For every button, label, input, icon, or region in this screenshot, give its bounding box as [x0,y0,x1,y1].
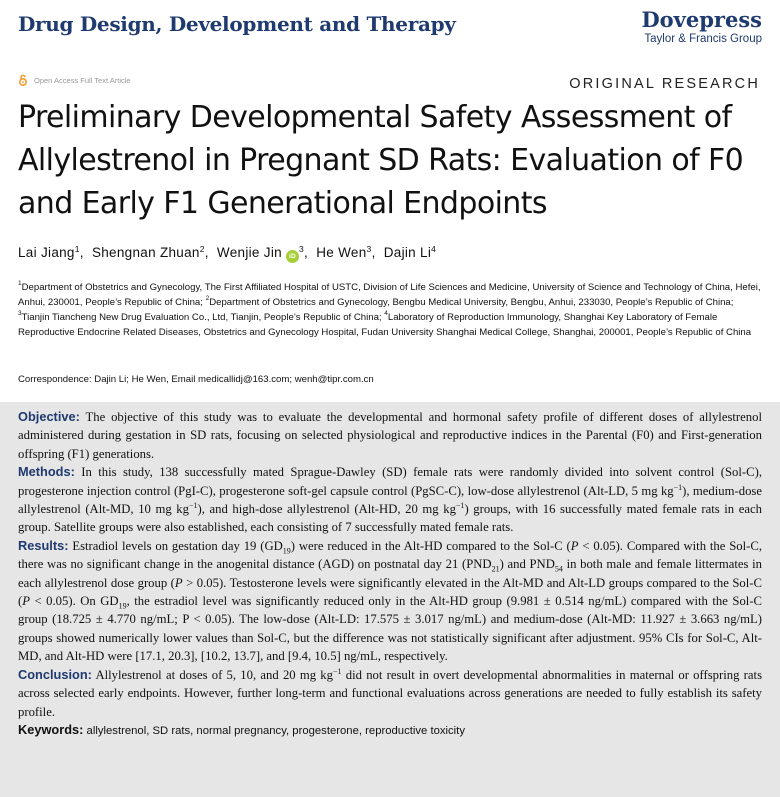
results-sub: 19 [118,601,127,611]
affiliation-number: 1 [18,280,22,287]
article-title: Preliminary Developmental Safety Assessment of Allylestrenol in Pregnant SD Rats: Evaluation of F0 and Early F1 Generational Endpoints [18,100,744,221]
abstract-objective [18,408,762,463]
results-label: Results: [18,537,69,553]
affiliations [18,280,763,340]
author-name[interactable]: Dajin Li [383,245,432,260]
p-value-symbol: P [570,538,579,553]
publisher-subtitle: Taylor & Francis Group [644,33,762,45]
methods-label: Methods: [18,464,75,480]
author-list: Lai Jiang$^1$, Shengnan Zhuan$^2$, Wenjie Jin $iD^3$, He Wen$^3$, Dajin Li$^4$ [18,245,758,263]
objective-label: Objective: [18,409,80,424]
results-text: in both male and female littermates in each allylestrenol dose group ( [18,557,762,590]
results-text: < 0.05). Compared with the Sol-C, there was no significant change in the anogenital distance (AGD) on postnatal day 21 (PND [18,538,763,572]
affiliation-number: 2 [205,295,210,302]
abstract-results [18,537,762,666]
conclusion-sup: −1 [333,666,342,676]
author-aff: 3 [299,244,305,254]
methods-text: In this study, 138 successfully mated Sprague-Dawley (SD) female rats were randomly divided into solvent control (Sol-C), progesterone injection control (PgI-C), progesterone soft-gel capsule control (PgSC-C), low-dose allylestrenol (Alt-LD, 5 mg kg [18,465,762,498]
author-name[interactable]: He Wen [316,245,367,260]
results-text: ) and PND [499,557,555,572]
results-text: ) were reduced in the Alt-HD compared to the Sol-C ( [290,538,571,553]
keywords-text: allylestrenol, SD rats, normal pregnancy, progesterone, reproductive toxicity [83,724,465,737]
methods-sup: −1 [188,500,198,510]
conclusion-text: did not result in overt developmental abnormalities in maternal or offspring rats across selected early endpoints. However, further long-term and functional evaluations across generations are needed to fully establish its safety profile. [18,667,763,719]
methods-text: ) groups, with 16 successfully mated female rats in each group. Satellite groups were also established, each consisting of 7 successfully mated female rats. [18,502,762,535]
journal-title: Drug Design, Development and Therapy [18,12,456,36]
author-aff: 2 [199,244,205,254]
open-access-label [18,74,131,86]
results-sub: 54 [554,564,563,574]
results-sub: 19 [282,546,291,556]
article-type: ORIGINAL RESEARCH [569,76,760,92]
keywords-label: Keywords: [18,721,84,737]
publisher-name: Dovepress [641,7,762,32]
conclusion-label: Conclusion: [18,666,92,682]
affiliation-number: 4 [384,310,388,317]
abstract-conclusion [18,666,762,721]
methods-sup: −1 [455,500,465,510]
author-name[interactable]: Wenjie Jin [216,245,282,260]
methods-text: ), medium-dose allylestrenol (Alt-MD, 10 mg kg [18,483,762,517]
author-aff: 3 [366,244,372,254]
objective-text: The objective of this study was to evaluate the developmental and hormonal safety profile of different doses of allylestrenol administered during gestation in SD rats, focusing on selected physiological and reproductive indices in the Parental (F0) and First-generation offspring (F1) generations. [18,410,762,461]
affiliation-text: Department of Obstetrics and Gynecology, The First Affiliated Hospital of USTC, Division of Life Sciences and Medicine, University of Science and Technology of China, Hefei, Anhui, 230001, People’s Republic of China; [18,282,761,308]
affiliation-text: Department of Obstetrics and Gynecology, Bengbu Medical University, Bengbu, Anhui, 233030, People’s Republic of China; [209,297,734,308]
results-text: Estradiol levels on gestation day 19 (GD [68,538,283,553]
author-name[interactable]: Shengnan Zhuan [91,245,200,260]
results-sub: 21 [491,564,500,574]
affiliation-text: Tianjin Tiancheng New Drug Evaluation Co., Ltd, Tianjin, People’s Republic of China; [21,312,385,323]
correspondence: Correspondence: Dajin Li; He Wen, Email medicallidj@163.com; wenh@tipr.com.cn [18,374,374,385]
results-text: < 0.05). On GD [30,594,119,609]
results-text: , the estradiol level was significantly reduced only in the Alt-HD group (9.981 ± 0.514 ng/mL) compared with the Sol-C group (18.725 ± 4.770 ng/mL; P < 0.05). The low-dose (Alt-LD: 17.575 ± 3.017 ng/mL) and medium-dose (Alt-MD: 11.927 ± 3.663 ng/mL) groups showed numerically lower values than Sol-C, but the difference was not statistically significant after adjustment. 95% CIs for Sol-C, Alt-MD, and Alt-HD were [17.1, 20.3], [10.2, 13.7], and [9.4, 10.5] ng/mL, respectively. [18,594,763,664]
author-aff: 1 [74,244,80,254]
publisher-logo [641,8,762,46]
methods-sup: −1 [673,482,683,492]
author-aff: 4 [431,244,437,254]
p-value-symbol: P [174,575,183,590]
open-access-icon [18,74,28,86]
p-value-symbol: P [22,594,30,609]
results-text: > 0.05). Testosterone levels were significantly elevated in the Alt-MD and Alt-LD groups compared to the Sol-C ( [18,575,762,609]
abstract-box [0,402,780,797]
author-name[interactable]: Lai Jiang [18,245,75,260]
affiliation-text: Laboratory of Reproduction Immunology, Shanghai Key Laboratory of Female Reproductive Endocrine Related Diseases, Obstetrics and Gynecology Hospital, Fudan University Shanghai Medical College, Shanghai, 200001, People’s Republic of China [18,312,752,338]
affiliation-number: 3 [18,310,22,317]
abstract-methods [18,463,762,537]
methods-text: ), and high-dose allylestrenol (Alt-HD, 20 mg kg [197,502,456,517]
orcid-icon[interactable]: iD [286,250,299,263]
open-access-text: Open Access Full Text Article [34,75,131,85]
conclusion-text: Allylestrenol at doses of 5, 10, and 20 mg kg [91,667,333,682]
abstract-keywords [18,721,762,740]
